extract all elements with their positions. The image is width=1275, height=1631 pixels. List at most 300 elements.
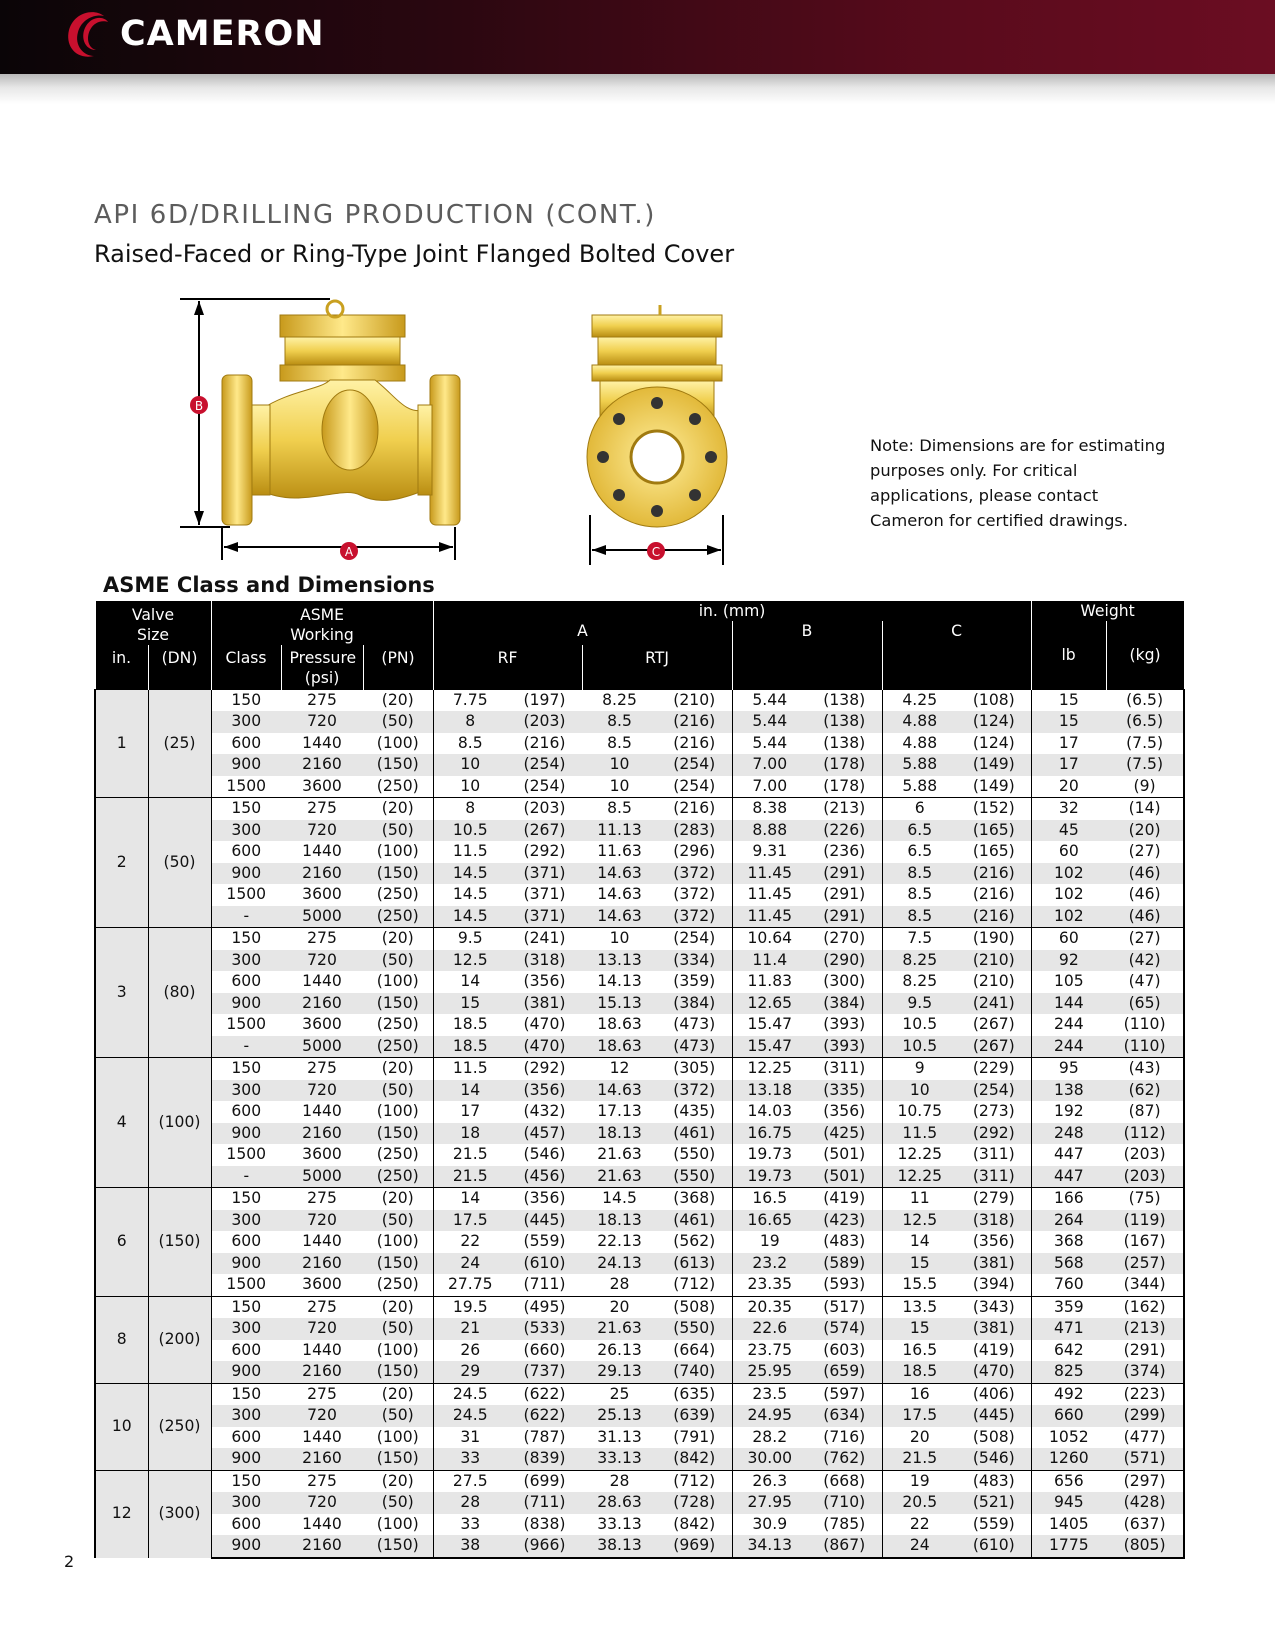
table-cell: (100) [376,1232,419,1250]
label-a: A [344,545,354,559]
table-cell: (216) [657,711,732,733]
table-cell: (381) [957,1253,1031,1275]
table-cell: 45 [1031,820,1106,842]
table-cell: 900 [211,1361,281,1383]
table-cell: 14.13 [597,972,642,990]
table-cell: (508) [972,1427,1015,1446]
table-cell: 3600 [302,1145,342,1163]
table-cell: (659) [807,1361,882,1383]
table-cell: 150 [211,798,281,820]
table-cell: (213) [1106,1318,1184,1340]
table-cell: (291) [1106,1340,1184,1362]
table-cell: 5.44 [732,733,807,755]
table-cell: (167) [1106,1231,1184,1253]
table-cell: 8.5 [582,711,657,733]
table-cell: 21.5 [433,1144,507,1166]
table-cell: 600 [231,1514,262,1533]
table-row [95,841,1184,863]
table-cell: (445) [957,1405,1031,1427]
table-cell: 10.75 [882,1101,957,1123]
table-row [95,971,1184,993]
table-cell: 11.83 [732,971,807,993]
cameron-logo-icon [64,8,116,60]
table-cell: 275 [281,1383,363,1405]
header-valve-size: Valve Size [95,601,211,645]
table-cell: 60 [1031,928,1106,950]
table-cell: (267) [507,820,582,842]
table-cell: (969) [657,1535,732,1558]
table-cell: (508) [657,1296,732,1318]
table-cell: 30.9 [732,1514,807,1536]
table-cell: 31.13 [597,1427,642,1446]
table-cell: 18.13 [582,1123,657,1145]
table-cell: 27.5 [433,1470,507,1492]
header-strip [0,74,1275,104]
table-cell: (270) [807,928,882,950]
table-cell: (6.5) [1106,689,1184,711]
table-cell: 1260 [1031,1448,1106,1470]
table-cell: 10.64 [732,928,807,950]
table-cell: (20) [363,1188,433,1210]
table-cell: (559) [972,1514,1015,1533]
valve-size-dn: (25) [148,689,211,798]
table-cell: (635) [657,1383,732,1405]
logo [64,2,325,66]
table-cell: (533) [507,1318,582,1340]
table-cell: (394) [972,1275,1015,1293]
table-cell: (250) [363,906,433,928]
table-cell: 656 [1031,1470,1106,1492]
table-cell: 15 [1031,689,1106,711]
table-row [95,1123,1184,1145]
table-cell: 166 [1031,1188,1106,1210]
table-cell: 720 [281,1210,363,1232]
table-cell: (371) [507,863,582,885]
table-cell: (711) [523,1275,566,1293]
table-row [95,754,1184,776]
table-cell: (112) [1106,1123,1184,1145]
table-cell: 1440 [302,1514,342,1533]
table-cell: (20) [363,1058,433,1080]
table-cell: 9.31 [732,841,807,863]
table-row [95,1080,1184,1102]
table-cell: 720 [281,711,363,733]
valve-size-in: 8 [95,1296,148,1383]
table-cell: (27) [1106,928,1184,950]
table-cell: (371) [507,906,582,928]
table-cell: 9 [882,1058,957,1080]
table-cell: 4.88 [882,711,957,733]
table-cell: 14.5 [433,884,507,906]
table-cell: 15 [433,993,507,1015]
table-row [95,1210,1184,1232]
table-cell: (7.5) [1106,733,1184,755]
header-weight: Weight [1031,601,1184,621]
header-a: A [433,621,732,645]
table-cell: 150 [211,928,281,950]
table-cell: 600 [231,1427,262,1446]
table-cell: (20) [363,1296,433,1318]
table-cell: (42) [1106,950,1184,972]
table-row [95,1036,1184,1058]
table-cell: 33.13 [597,1514,642,1533]
table-cell: (610) [507,1253,582,1275]
table-cell: 568 [1031,1253,1106,1275]
table-cell: 29.13 [582,1361,657,1383]
table-cell: (785) [823,1514,866,1533]
table-cell: (456) [507,1166,582,1188]
table-cell: (517) [807,1296,882,1318]
table-cell: 19 [732,1231,807,1253]
table-cell: (150) [363,863,433,885]
table-cell: 9.5 [433,928,507,950]
table-cell: (740) [657,1361,732,1383]
table-cell: (716) [823,1427,866,1446]
valve-size-dn: (50) [148,798,211,928]
table-cell: 14.63 [582,906,657,928]
table-cell: (372) [657,1080,732,1102]
table-cell: 900 [211,863,281,885]
table-cell: 22 [433,1231,507,1253]
table-cell: 300 [211,820,281,842]
table-cell: 27.75 [433,1274,507,1296]
table-cell: (384) [657,993,732,1015]
table-cell: 22 [882,1514,957,1536]
table-cell: 10.5 [433,820,507,842]
table-cell: 10 [609,776,630,795]
table-cell: (461) [657,1123,732,1145]
table-cell: 26.3 [732,1470,807,1492]
table-cell: 150 [211,1058,281,1080]
table-cell: (344) [1106,1274,1184,1296]
table-cell: 20.35 [732,1296,807,1318]
table-cell: 1440 [302,1427,342,1446]
table-cell: (50) [363,1080,433,1102]
table-cell: (384) [807,993,882,1015]
table-row [95,1166,1184,1188]
table-cell: (374) [1106,1361,1184,1383]
table-cell: (737) [507,1361,582,1383]
table-cell: (250) [376,1275,419,1293]
table-cell: 19.73 [732,1144,807,1166]
table-row [95,1535,1184,1558]
table-cell: 21.5 [882,1448,957,1470]
header-pressure: Pressure (psi) [281,645,363,689]
table-cell: (473) [673,1015,716,1033]
table-cell: 2160 [281,863,363,885]
table-cell: (501) [807,1166,882,1188]
table-cell: (162) [1106,1296,1184,1318]
valve-size-dn: (200) [148,1296,211,1383]
table-cell: (483) [823,1232,866,1250]
table-cell: (87) [1106,1101,1184,1123]
table-cell: (216) [673,733,716,752]
table-cell: (291) [823,885,866,903]
table-cell: (634) [807,1405,882,1427]
table-cell: (297) [1106,1470,1184,1492]
table-cell: (50) [363,950,433,972]
table-cell: (318) [957,1210,1031,1232]
table-row [95,906,1184,928]
table-cell: 275 [281,689,363,711]
table-cell: 32 [1031,798,1106,820]
table-cell: 14 [882,1231,957,1253]
table-cell: (311) [807,1058,882,1080]
header-asme-working: ASME Working [211,601,433,645]
table-cell: (62) [1106,1080,1184,1102]
table-cell: (637) [1106,1514,1184,1536]
table-cell: 825 [1031,1361,1106,1383]
table-cell: (305) [657,1058,732,1080]
valve-size-in: 2 [95,798,148,928]
table-cell: (711) [507,1492,582,1514]
table-cell: 12.25 [882,1166,957,1188]
table-cell: 11.45 [732,884,807,906]
table-cell: 1500 [226,776,267,795]
table-cell: 16.5 [882,1340,957,1362]
table-cell: 12 [582,1058,657,1080]
table-body [95,689,1184,1558]
table-row [95,689,1184,711]
table-row [95,1514,1184,1536]
table-cell: (425) [807,1123,882,1145]
table-row [95,1405,1184,1427]
table-row [95,1296,1184,1318]
table-cell: (14) [1106,798,1184,820]
table-cell: 900 [211,754,281,776]
table-cell: (470) [523,1015,566,1033]
table-cell: 34.13 [732,1535,807,1558]
table-cell: 600 [231,972,262,990]
table-cell: 1775 [1031,1535,1106,1558]
table-row [95,928,1184,950]
table-cell: 150 [211,1470,281,1492]
table-row [95,1492,1184,1514]
table-cell: (290) [807,950,882,972]
table-row [95,733,1184,755]
table-cell: (216) [957,863,1031,885]
valve-size-in: 3 [95,928,148,1058]
table-cell: (406) [957,1383,1031,1405]
table-row [95,1058,1184,1080]
table-cell: 368 [1031,1231,1106,1253]
table-cell: 25.13 [582,1405,657,1427]
table-row [95,1101,1184,1123]
table-cell: (842) [673,1514,716,1533]
table-cell: 18.13 [582,1210,657,1232]
table-cell: (445) [507,1210,582,1232]
table-cell: (791) [673,1427,716,1446]
table-cell: (292) [523,842,566,860]
table-cell: (613) [657,1253,732,1275]
table-cell: (546) [523,1145,566,1163]
table-cell: (267) [957,1036,1031,1058]
table-cell: 33 [433,1448,507,1470]
table-cell: (110) [1106,1014,1184,1036]
table-cell: (250) [376,1015,419,1033]
table-cell: (216) [657,798,732,820]
table-cell: 102 [1031,906,1106,928]
table-cell: 600 [231,842,262,860]
table-cell: 28 [433,1492,507,1514]
table-cell: (250) [363,1166,433,1188]
table-cell: (254) [673,776,716,795]
table-cell: (699) [507,1470,582,1492]
table-cell: 33 [433,1514,507,1536]
valve-size-dn: (80) [148,928,211,1058]
table-row [95,1144,1184,1166]
table-cell: 15 [882,1318,957,1340]
table-cell: 5.88 [882,754,957,776]
table-cell: 23.35 [732,1274,807,1296]
table-cell: 1500 [226,1145,267,1163]
table-cell: (419) [972,1340,1015,1359]
table-cell: 1500 [226,1015,267,1033]
valve-size-in: 12 [95,1470,148,1558]
valve-size-dn: (300) [148,1470,211,1558]
table-cell: (356) [507,1188,582,1210]
table-cell: (50) [363,1318,433,1340]
table-cell: 300 [211,1080,281,1102]
table-cell: 471 [1031,1318,1106,1340]
table-cell: 10.5 [882,1036,957,1058]
table-cell: (372) [673,885,716,903]
table-cell: (150) [363,1448,433,1470]
table-cell: (839) [507,1448,582,1470]
table-cell: (165) [972,842,1015,860]
table-cell: 24.5 [433,1383,507,1405]
table-cell: 600 [231,1340,262,1359]
table-cell: 10 [582,928,657,950]
table-row [95,1253,1184,1275]
table-cell: 248 [1031,1123,1106,1145]
table-cell: (668) [807,1470,882,1492]
table-cell: (477) [1106,1427,1184,1449]
table-cell: 60 [1031,841,1106,863]
table-cell: 1405 [1031,1514,1106,1536]
table-cell: (296) [673,842,716,860]
table-cell: 4.25 [882,689,957,711]
table-cell: 720 [281,820,363,842]
table-cell: (138) [807,689,882,711]
table-cell: (250) [363,1036,433,1058]
table-cell: 18.63 [597,1015,642,1033]
table-cell: 720 [281,950,363,972]
table-cell: 2160 [281,1535,363,1558]
table-cell: 11.5 [882,1123,957,1145]
table-row [95,1470,1184,1492]
table-cell: 359 [1031,1296,1106,1318]
table-cell: 18.5 [433,1036,507,1058]
table-cell: 945 [1031,1492,1106,1514]
label-c: C [651,545,661,559]
table-cell: (210) [657,689,732,711]
table-cell: 2160 [281,1123,363,1145]
table-cell: 300 [211,950,281,972]
table-row [95,884,1184,906]
asme-dimensions-table [94,601,1185,1559]
table-cell: (100) [376,1102,419,1120]
table-cell: 16.75 [732,1123,807,1145]
table-cell: (47) [1106,971,1184,993]
table-cell: (356) [523,972,566,990]
table-cell: (593) [823,1275,866,1293]
table-cell: 25 [582,1383,657,1405]
table-cell: 19 [882,1470,957,1492]
table-cell: 642 [1031,1340,1106,1362]
table-cell: - [211,1166,281,1188]
table-cell: (291) [807,863,882,885]
table-cell: 95 [1031,1058,1106,1080]
table-cell: 6.5 [882,841,957,863]
table-cell: (610) [957,1535,1031,1558]
table-cell: 192 [1031,1101,1106,1123]
table-cell: 138 [1031,1080,1106,1102]
table-cell: 17 [1031,733,1106,755]
table-cell: (435) [673,1102,716,1120]
table-cell: (119) [1106,1210,1184,1232]
table-row [95,950,1184,972]
table-cell: (372) [657,906,732,928]
table-cell: (213) [807,798,882,820]
table-cell: 1440 [302,1340,342,1359]
table-cell: (381) [957,1318,1031,1340]
table-cell: (279) [957,1188,1031,1210]
table-row [95,863,1184,885]
table-cell: 17.13 [597,1102,642,1120]
table-cell: 4.88 [882,733,957,755]
table-cell: 92 [1031,950,1106,972]
table-cell: 10 [433,754,507,776]
table-cell: 244 [1031,1036,1106,1058]
table-cell: 7.00 [732,754,807,776]
table-cell: 11.4 [732,950,807,972]
table-cell: (100) [376,842,419,860]
table-cell: (50) [363,1405,433,1427]
table-cell: 10 [433,776,507,798]
brand-name: CAMERON [120,14,325,54]
header-rtj: RTJ [582,645,732,689]
table-cell: 17.5 [882,1405,957,1427]
table-cell: (110) [1106,1036,1184,1058]
table-cell: 8.25 [882,950,957,972]
table-cell: (150) [363,1253,433,1275]
table-cell: (152) [957,798,1031,820]
table-cell: 8.5 [882,884,957,906]
table-cell: 300 [211,711,281,733]
table-cell: 14 [433,971,507,993]
table-cell: (254) [657,928,732,950]
table-cell: (368) [657,1188,732,1210]
table-cell: 9.5 [882,993,957,1015]
table-cell: 5.44 [732,711,807,733]
table-cell: 1440 [302,1102,342,1120]
table-cell: (100) [376,1514,419,1533]
table-cell: 5000 [281,1166,363,1188]
table-cell: (46) [1106,906,1184,928]
table-cell: (838) [523,1514,566,1533]
table-cell: (203) [507,798,582,820]
table-cell: 12.65 [732,993,807,1015]
table-cell: (20) [1106,820,1184,842]
table-cell: 3600 [302,1275,342,1293]
section-subtitle: Raised-Faced or Ring-Type Joint Flanged Bolted Cover [94,240,735,268]
table-cell: 10.5 [882,1014,957,1036]
table-cell: (138) [807,711,882,733]
table-cell: 27.95 [732,1492,807,1514]
table-cell: (236) [823,842,866,860]
table-cell: (762) [807,1448,882,1470]
